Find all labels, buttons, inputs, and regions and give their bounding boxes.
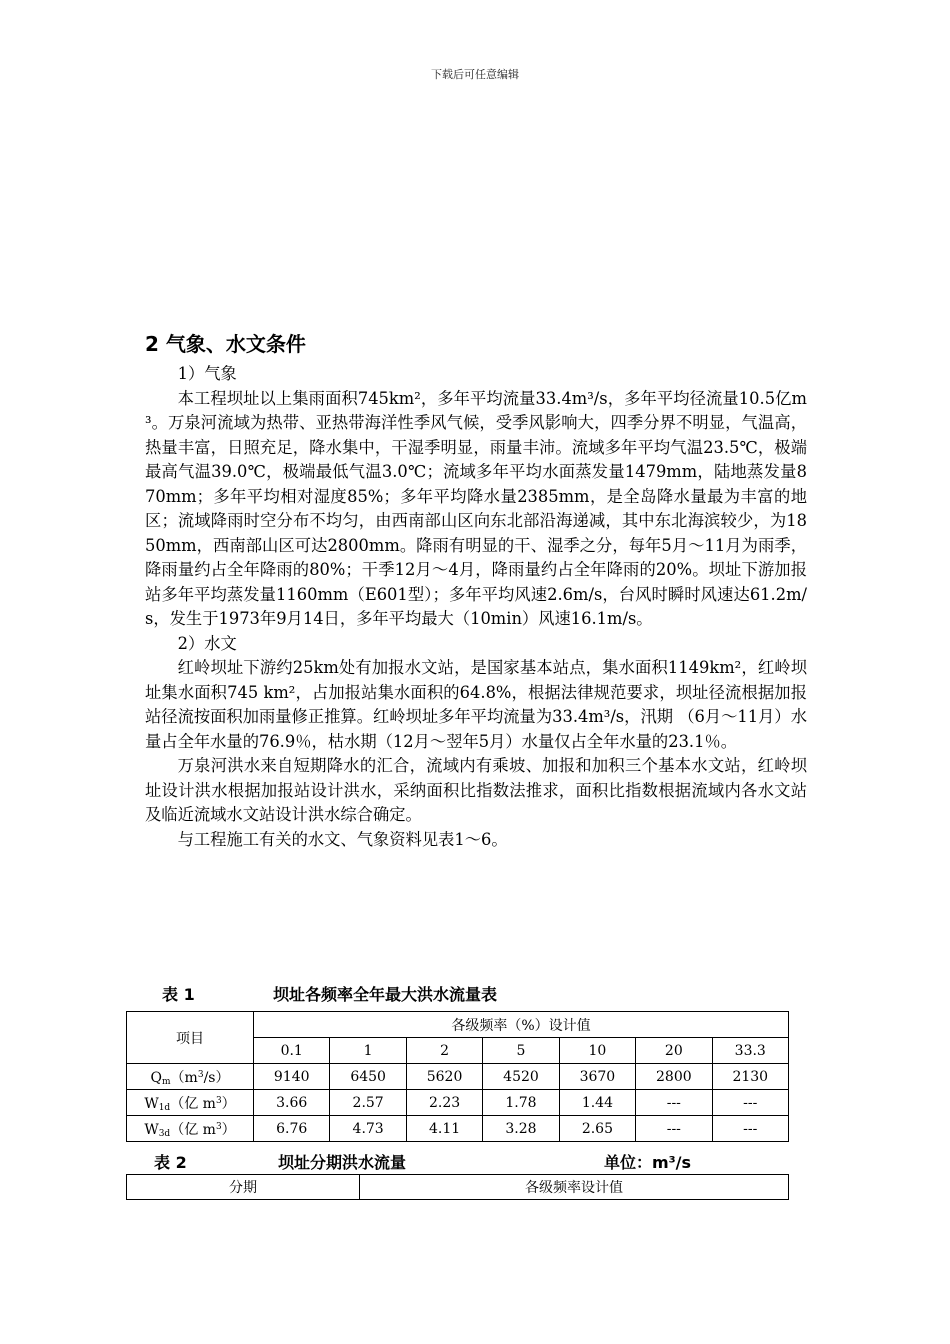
- table-cell: 2.57: [330, 1090, 406, 1116]
- table-cell: ---: [636, 1116, 712, 1142]
- table1-caption: [162, 980, 802, 1006]
- table-cell: 2.65: [559, 1116, 635, 1142]
- table-row: [127, 1090, 789, 1116]
- freq-cell: 33.3: [712, 1038, 788, 1064]
- table1-label: 表 1: [162, 985, 195, 1004]
- table-cell: 4520: [483, 1064, 559, 1090]
- table2-freq-header: 各级频率设计值: [360, 1175, 789, 1200]
- freq-cell: 1: [330, 1038, 406, 1064]
- table1-title: 坝址各频率全年最大洪水流量表: [273, 985, 498, 1004]
- row-label: $Q_m(m^3/s)$: [127, 1064, 254, 1090]
- table-cell: 9140: [254, 1064, 330, 1090]
- freq-cell: 5: [483, 1038, 559, 1064]
- table-cell: 5620: [406, 1064, 482, 1090]
- table-row: [127, 1116, 789, 1142]
- freq-cell: 2: [406, 1038, 482, 1064]
- table1-item-header: 项目: [127, 1012, 254, 1064]
- table-cell: ---: [636, 1090, 712, 1116]
- table2-label: 表 2: [154, 1153, 187, 1172]
- row-label: $W_{3d}$（亿 $m^3$）: [127, 1116, 254, 1142]
- table-cell: ---: [712, 1090, 788, 1116]
- document-body: [145, 330, 807, 852]
- freq-cell: 20: [636, 1038, 712, 1064]
- table-cell: 3.28: [483, 1116, 559, 1142]
- table-row: [127, 1175, 789, 1200]
- table-cell: 4.73: [330, 1116, 406, 1142]
- table-cell: 2.23: [406, 1090, 482, 1116]
- table2-title: 坝址分期洪水流量: [278, 1153, 407, 1172]
- table1-group-header: 各级频率（%）设计值: [254, 1012, 789, 1038]
- paragraph-meteorology: 本工程坝址以上集雨面积745km²，多年平均流量33.4m³/s，多年平均径流量10.5亿m³。万泉河流域为热带、亚热带海洋性季风气候，受季风影响大，四季分界不明显，气温高，热量丰富，日照充足，降水集中，干湿季明显，雨量丰沛。流域多年平均气温23.5℃，极端最高气温39.0℃，极端最低气温3.0℃；流域多年平均水面蒸发量1479mm，陆地蒸发量870mm；多年平均相对湿度85%；多年平均降水量2385mm，是全岛降水量最为丰富的地区；流域降雨时空分布不均匀，由西南部山区向东北部沿海递减，其中东北海滨较少，为1850mm，西南部山区可达2800mm。降雨有明显的干、湿季之分，每年5月～11月为雨季，降雨量约占全年降雨的80%；干季12月～4月，降雨量约占全年降雨的20%。坝址下游加报站多年平均蒸发量1160mm（E601型）；多年平均风速2.6m/s，台风时瞬时风速达61.2m/s，发生于1973年9月14日，多年平均最大（10min）风速16.1m/s。: [145, 388, 807, 628]
- row-label: $W_{1d}$（亿 $m^3$）: [127, 1090, 254, 1116]
- flood-frequency-table: [126, 1011, 789, 1142]
- table-cell: 1.44: [559, 1090, 635, 1116]
- table-cell: 6450: [330, 1064, 406, 1090]
- table-cell: ---: [712, 1116, 788, 1142]
- table-row: [127, 1064, 789, 1090]
- table-cell: 1.78: [483, 1090, 559, 1116]
- table-cell: 6.76: [254, 1116, 330, 1142]
- table-cell: 3670: [559, 1064, 635, 1090]
- table-cell: 2800: [636, 1064, 712, 1090]
- table2-unit: 单位：m³/s: [604, 1153, 692, 1172]
- freq-cell: 0.1: [254, 1038, 330, 1064]
- freq-cell: 10: [559, 1038, 635, 1064]
- table-cell: 3.66: [254, 1090, 330, 1116]
- page-header: 下载后可任意编辑: [431, 68, 519, 81]
- paragraph-reference: 与工程施工有关的水文、气象资料见表1～6。: [177, 829, 508, 849]
- table-cell: 4.11: [406, 1116, 482, 1142]
- seasonal-flood-table: [126, 1174, 789, 1200]
- paragraph-flood: 万泉河洪水来自短期降水的汇合，流域内有乘坡、加报和加积三个基本水文站，红岭坝址设计洪水根据加报站设计洪水，采纳面积比指数法推求，面积比指数根据流域内各水文站及临近流域水文站设计洪水综合确定。: [145, 756, 807, 824]
- paragraph-hydrology: 红岭坝址下游约25km处有加报水文站，是国家基本站点，集水面积1149km²，红岭坝址集水面积745 km²，占加报站集水面积的64.8%，根据法律规范要求，坝址径流根据加报站径流按面积加雨量修正推算。红岭坝址多年平均流量为33.4m³/s，汛期 （6月～11月）水量占全年水量的76.9％，枯水期（12月～翌年5月）水量仅占全年水量的23.1％。: [145, 658, 807, 751]
- subheading-hydrology: 2）水文: [177, 633, 237, 653]
- table2-period-header: 分期: [127, 1175, 360, 1200]
- table2-caption: [154, 1150, 794, 1174]
- table-cell: 2130: [712, 1064, 788, 1090]
- section-title: 2 气象、水文条件: [145, 332, 306, 356]
- subheading-meteorology: 1）气象: [177, 364, 237, 383]
